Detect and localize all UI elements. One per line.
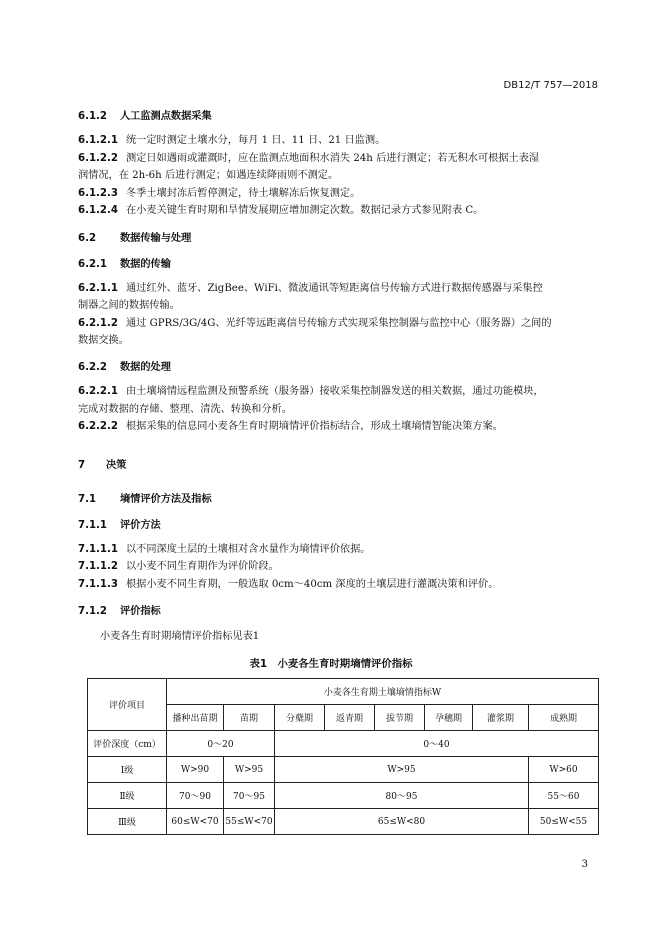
heading-number: 6.1.2 [78, 111, 108, 122]
grade-label-cell: Ⅱ级 [88, 783, 167, 809]
heading-text: 评价方法 [120, 520, 161, 531]
clause-text: 在小麦关键生育时期和旱情发展期应增加测定次数。数据记录方式参见附表 C。 [125, 205, 484, 216]
depth-value-cell: 0～20 [167, 731, 275, 757]
value-cell: W>60 [529, 757, 599, 783]
heading-number: 7.1 [78, 494, 97, 505]
clause-text: 通过 GPRS/3G/4G、光纤等远距离信号传输方式实现采集控制器与监控中心（服务器）之间的 [125, 318, 552, 329]
value-cell: 70～95 [224, 783, 275, 809]
stage-cell: 播种出苗期 [167, 705, 224, 731]
value-cell: 60≤W<70 [167, 809, 224, 835]
group-header-cell: 小麦各生育期土壤墒情指标W [167, 679, 599, 705]
heading-7-1-1 [78, 516, 161, 531]
value-cell: 55≤W<70 [224, 809, 275, 835]
value-cell: 70～90 [167, 783, 224, 809]
heading-number: 7.1.1 [78, 520, 108, 531]
depth-value-cell: 0～40 [275, 731, 599, 757]
heading-6-2 [78, 229, 191, 244]
value-cell: 50≤W<55 [529, 809, 599, 835]
clause-6-1-2-1 [78, 132, 385, 149]
depth-row [88, 731, 599, 757]
stage-cell: 苗期 [224, 705, 275, 731]
heading-7-1 [78, 490, 212, 505]
grade-label-cell: Ⅰ级 [88, 757, 167, 783]
stage-cell: 拔节期 [375, 705, 425, 731]
value-cell: W>90 [167, 757, 224, 783]
clause-text: 根据采集的信息同小麦各生育时期墒情评价指标结合，形成土壤墒情智能决策方案。 [125, 421, 503, 432]
grade-label-cell: Ⅲ级 [88, 809, 167, 835]
heading-6-2-1 [78, 255, 171, 270]
clause-text: 统一定时测定土壤水分，每月 1 日、11 日、21 日监测。 [125, 135, 386, 146]
clause-number: 6.1.2.2 [78, 153, 118, 164]
value-cell: 65≤W<80 [275, 809, 529, 835]
heading-6-1-2 [78, 107, 212, 122]
stage-cell: 分蘖期 [275, 705, 325, 731]
table-intro: 小麦各生育时期墒情评价指标见表1 [100, 631, 260, 642]
stage-cell: 灌浆期 [473, 705, 529, 731]
stage-cell: 孕穗期 [425, 705, 473, 731]
clause-text: 冬季土壤封冻后暂停测定，待土壤解冻后恢复测定。 [125, 188, 361, 199]
clause-number: 6.1.2.1 [78, 135, 118, 146]
table-row [88, 757, 599, 783]
heading-text: 评价指标 [120, 606, 161, 617]
heading-text: 数据的传输 [120, 259, 171, 270]
clause-6-1-2-3 [78, 185, 360, 202]
value-cell: W>95 [275, 757, 529, 783]
heading-text: 数据传输与处理 [120, 233, 192, 244]
heading-number: 6.2 [78, 233, 97, 244]
clause-text: 测定日如遇雨或灌溉时，应在监测点地面积水消失 24h 后进行测定；若无积水可根据土表湿 [125, 153, 540, 164]
clause-number: 6.2.1.2 [78, 318, 118, 329]
clause-6-2-2-1-cont: 完成对数据的存储、整理、清洗、转换和分析。 [78, 404, 292, 415]
clause-6-2-1-2-cont: 数据交换。 [78, 335, 129, 346]
heading-7-1-2 [78, 602, 161, 617]
value-cell: 55～60 [529, 783, 599, 809]
clause-6-2-1-2 [78, 315, 552, 332]
clause-6-2-2-1 [78, 383, 544, 400]
clause-number: 7.1.1.3 [78, 579, 118, 590]
page-number: 3 [581, 859, 588, 870]
clause-number: 6.1.2.3 [78, 188, 118, 199]
stage-cell: 成熟期 [529, 705, 599, 731]
heading-number: 6.2.1 [78, 259, 108, 270]
clause-number: 6.2.1.1 [78, 283, 118, 294]
clause-number: 7.1.1.1 [78, 544, 118, 555]
clause-number: 7.1.1.2 [78, 561, 118, 572]
heading-text: 数据的处理 [120, 362, 171, 373]
clause-text: 通过红外、蓝牙、ZigBee、WiFi、微波通讯等短距离信号传输方式进行数据传感器与采集控 [125, 283, 543, 294]
clause-text: 由土壤墒情远程监测及预警系统（服务器）接收采集控制器发送的相关数据，通过功能模块， [125, 386, 544, 397]
heading-6-2-2 [78, 358, 171, 373]
stage-cell: 返青期 [325, 705, 375, 731]
value-cell: W>95 [224, 757, 275, 783]
clause-number: 6.1.2.4 [78, 205, 118, 216]
heading-number: 7.1.2 [78, 606, 108, 617]
clause-7-1-1-1 [78, 541, 370, 558]
clause-6-1-2-2 [78, 150, 539, 167]
heading-7 [78, 456, 126, 471]
clause-7-1-1-2 [78, 558, 279, 575]
clause-text: 以不同深度土层的土壤相对含水量作为墒情评价依据。 [125, 544, 371, 555]
heading-number: 6.2.2 [78, 362, 108, 373]
heading-text: 决策 [106, 460, 127, 471]
document-id: DB12/T 757—2018 [503, 80, 598, 91]
clause-number: 6.2.2.2 [78, 421, 118, 432]
clause-6-2-2-2 [78, 418, 503, 435]
depth-label-cell: 评价深度（cm） [88, 731, 167, 757]
clause-text: 以小麦不同生育期作为评价阶段。 [125, 561, 279, 572]
table-header-row [88, 679, 599, 705]
evaluation-table [87, 678, 599, 835]
clause-6-1-2-4 [78, 202, 483, 219]
table-row [88, 809, 599, 835]
heading-text: 墒情评价方法及指标 [120, 494, 212, 505]
row-header-cell: 评价项目 [88, 679, 167, 731]
table-caption: 表1 小麦各生育时期墒情评价指标 [249, 658, 413, 670]
table-row [88, 783, 599, 809]
clause-6-1-2-2-cont: 润情况，在 2h-6h 后进行测定；如遇连续降雨则不测定。 [78, 170, 339, 181]
clause-number: 6.2.2.1 [78, 386, 118, 397]
clause-6-2-1-1-cont: 制器之间的数据传输。 [78, 300, 180, 311]
heading-number: 7 [78, 460, 86, 471]
clause-6-2-1-1 [78, 280, 543, 297]
value-cell: 80～95 [275, 783, 529, 809]
clause-text: 根据小麦不同生育期，一般选取 0cm～40cm 深度的土壤层进行灌溉决策和评价。 [125, 579, 499, 590]
clause-7-1-1-3 [78, 576, 498, 593]
heading-text: 人工监测点数据采集 [120, 111, 212, 122]
